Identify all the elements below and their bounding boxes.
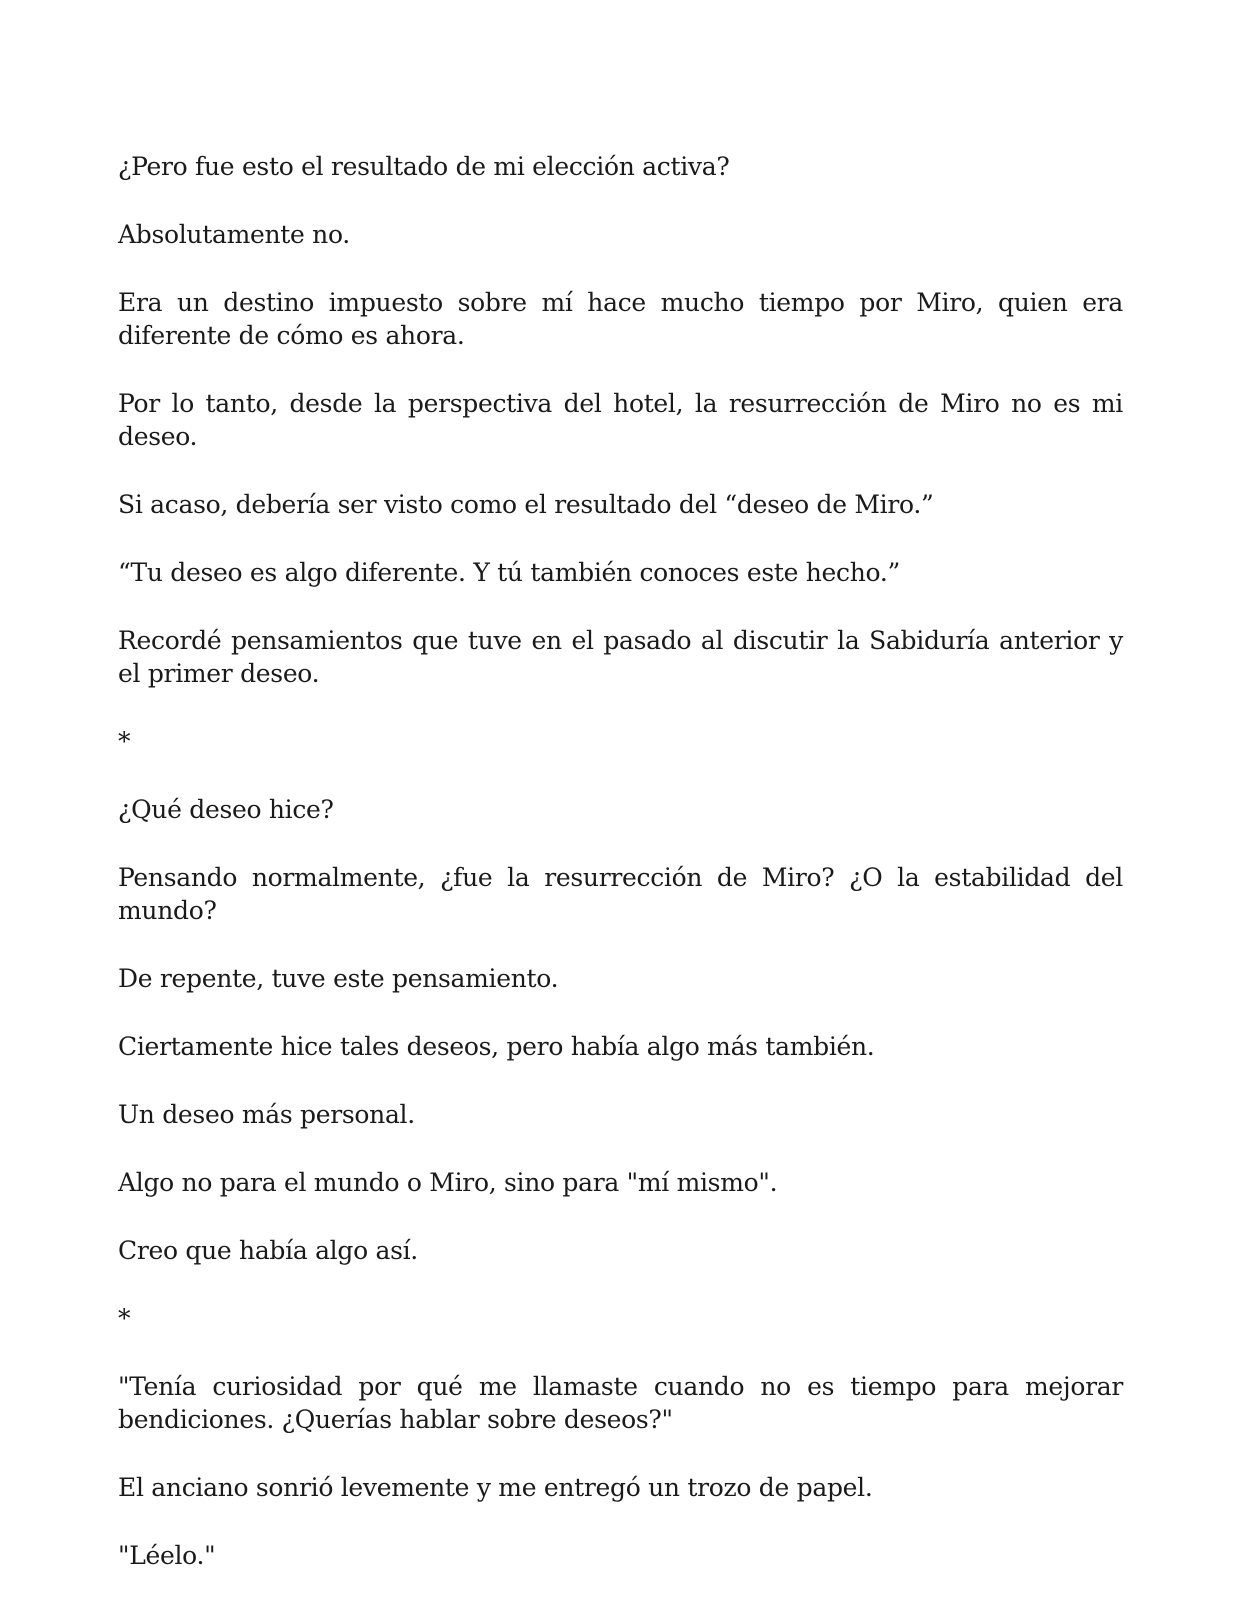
paragraph: Si acaso, debería ser visto como el resultado del “deseo de Miro.” — [118, 490, 934, 519]
paragraph: "Léelo." — [118, 1541, 216, 1570]
paragraph: El anciano sonrió levemente y me entregó un trozo de papel. — [118, 1473, 873, 1502]
scene-separator: * — [118, 1304, 131, 1333]
paragraph: "Tenía curiosidad por qué me llamaste cuando no es tiempo para mejorar bendiciones. ¿Querías hablar sobre deseos?" — [118, 1372, 1123, 1434]
paragraph: ¿Qué deseo hice? — [118, 795, 334, 824]
paragraph: Recordé pensamientos que tuve en el pasado al discutir la Sabiduría anterior y el primer deseo. — [118, 626, 1123, 688]
paragraph: De repente, tuve este pensamiento. — [118, 964, 559, 993]
paragraph: Un deseo más personal. — [118, 1100, 415, 1129]
paragraph: Creo que había algo así. — [118, 1236, 418, 1265]
paragraph: Algo no para el mundo o Miro, sino para "mí mismo". — [118, 1168, 778, 1197]
paragraph: Absolutamente no. — [118, 220, 350, 249]
scene-separator: * — [118, 727, 131, 756]
document-body — [118, 150, 1123, 1607]
paragraph: Ciertamente hice tales deseos, pero había algo más también. — [118, 1032, 875, 1061]
paragraph: Era un destino impuesto sobre mí hace mucho tiempo por Miro, quien era diferente de cómo es ahora. — [118, 288, 1123, 350]
paragraph: ¿Pero fue esto el resultado de mi elección activa? — [118, 152, 730, 181]
paragraph: Por lo tanto, desde la perspectiva del hotel, la resurrección de Miro no es mi deseo. — [118, 389, 1123, 451]
paragraph: “Tu deseo es algo diferente. Y tú también conoces este hecho.” — [118, 558, 900, 587]
paragraph: Pensando normalmente, ¿fue la resurrección de Miro? ¿O la estabilidad del mundo? — [118, 863, 1123, 925]
